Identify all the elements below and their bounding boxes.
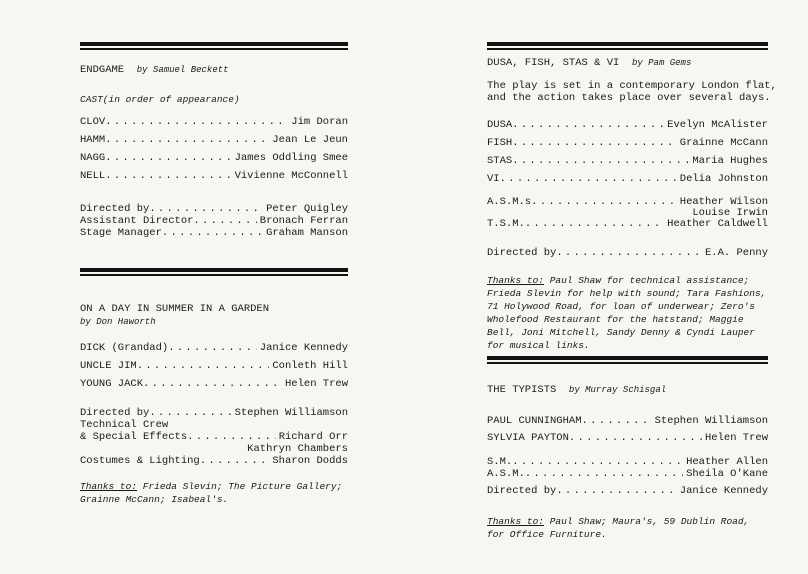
play-author: by Samuel Beckett xyxy=(136,65,229,75)
cast-row: STAS . . . Maria Hughes xyxy=(487,155,768,168)
crew-row: Stage Manager . . . Graham Manson xyxy=(80,227,348,240)
section-divider xyxy=(487,356,768,364)
cast-row: YOUNG JACK . . . Helen Trew xyxy=(80,378,348,391)
cast-row: CLOV . . . Jim Doran xyxy=(80,116,348,129)
cast-row: SYLVIA PAYTON . . . Helen Trew xyxy=(487,432,768,445)
crew-name-continued: Louise Irwin xyxy=(692,207,768,219)
cast-row: DUSA . . . Evelyn McAlister xyxy=(487,119,768,132)
crew-row: A.S.M. . . . Sheila O'Kane xyxy=(487,468,768,481)
section-divider xyxy=(487,42,768,50)
crew-name-continued: Kathryn Chambers xyxy=(247,443,348,455)
technical-crew-label: Technical Crew xyxy=(80,419,169,431)
crew-row: Directed by . . . Janice Kennedy xyxy=(487,485,768,498)
thanks-note-line: Wholefood Restaurant for the hatstand; Maggie xyxy=(487,314,744,325)
cast-row: UNCLE JIM . . . Conleth Hill xyxy=(80,360,348,373)
cast-heading: CAST(in order of appearance) xyxy=(80,94,240,105)
crew-row: & Special Effects . . . Richard Orr xyxy=(80,431,348,444)
thanks-note-line: 71 Holywood Road, for loan of underwear; Zero's xyxy=(487,301,755,312)
crew-row: Assistant Director . . . Bronach Ferran xyxy=(80,215,348,228)
intro-text: and the action takes place over several days. xyxy=(487,92,771,104)
cast-row: VI . . . Delia Johnston xyxy=(487,173,768,186)
thanks-note: Thanks to: Frieda Slevin; The Picture Gallery; xyxy=(80,481,343,492)
crew-row: Directed by . . . Stephen Williamson xyxy=(80,407,348,420)
play-title: ENDGAME xyxy=(80,64,125,76)
play-title: ON A DAY IN SUMMER IN A GARDEN xyxy=(80,303,270,315)
cast-row: DICK (Grandad) . . . Janice Kennedy xyxy=(80,342,348,355)
section-divider xyxy=(80,42,348,50)
cast-row: NELL . . . Vivienne McConnell xyxy=(80,170,348,183)
play-author: by Murray Schisgal xyxy=(568,385,667,395)
play-title: DUSA, FISH, STAS & VI xyxy=(487,57,620,69)
thanks-note: Thanks to: Paul Shaw; Maura's, 59 Dublin Road, xyxy=(487,516,750,527)
thanks-note: Thanks to: Paul Shaw for technical assistance; xyxy=(487,275,750,286)
crew-row: Costumes & Lighting . . . Sharon Dodds xyxy=(80,455,348,468)
play-author: by Don Haworth xyxy=(80,317,156,327)
thanks-note-line: Grainne McCann; Isabeal's. xyxy=(80,494,229,505)
play-title: THE TYPISTS xyxy=(487,384,557,396)
endgame-heading xyxy=(80,64,348,77)
play-author: by Pam Gems xyxy=(631,58,692,68)
thanks-note-line: for Office Furniture. xyxy=(487,529,607,540)
cast-row: HAMM . . . Jean Le Jeun xyxy=(80,134,348,147)
thanks-note-line: Bell, Joni Mitchell, Sandy Denny & Cyndi Lauper xyxy=(487,327,755,338)
intro-text: The play is set in a contemporary London flat, xyxy=(487,80,777,92)
typists-heading xyxy=(487,384,768,397)
cast-row: PAUL CUNNINGHAM . . . Stephen Williamson xyxy=(487,415,768,428)
thanks-note-line: for musical links. xyxy=(487,340,590,351)
cast-row: NAGG . . . James Oddling Smee xyxy=(80,152,348,165)
crew-row: Directed by . . . Peter Quigley xyxy=(80,203,348,216)
thanks-note-line: Frieda Slevin for help with sound; Tara Fashions, xyxy=(487,288,767,299)
crew-row: A.S.M.s . . . Heather Wilson xyxy=(487,196,768,209)
crew-row: S.M. . . . Heather Allen xyxy=(487,456,768,469)
cast-row: FISH . . . Grainne McCann xyxy=(487,137,768,150)
crew-row: T.S.M. . . . Heather Caldwell xyxy=(487,218,768,231)
crew-row: Directed by . . . E.A. Penny xyxy=(487,247,768,260)
section-divider xyxy=(80,268,348,276)
dusa-heading xyxy=(487,57,768,70)
